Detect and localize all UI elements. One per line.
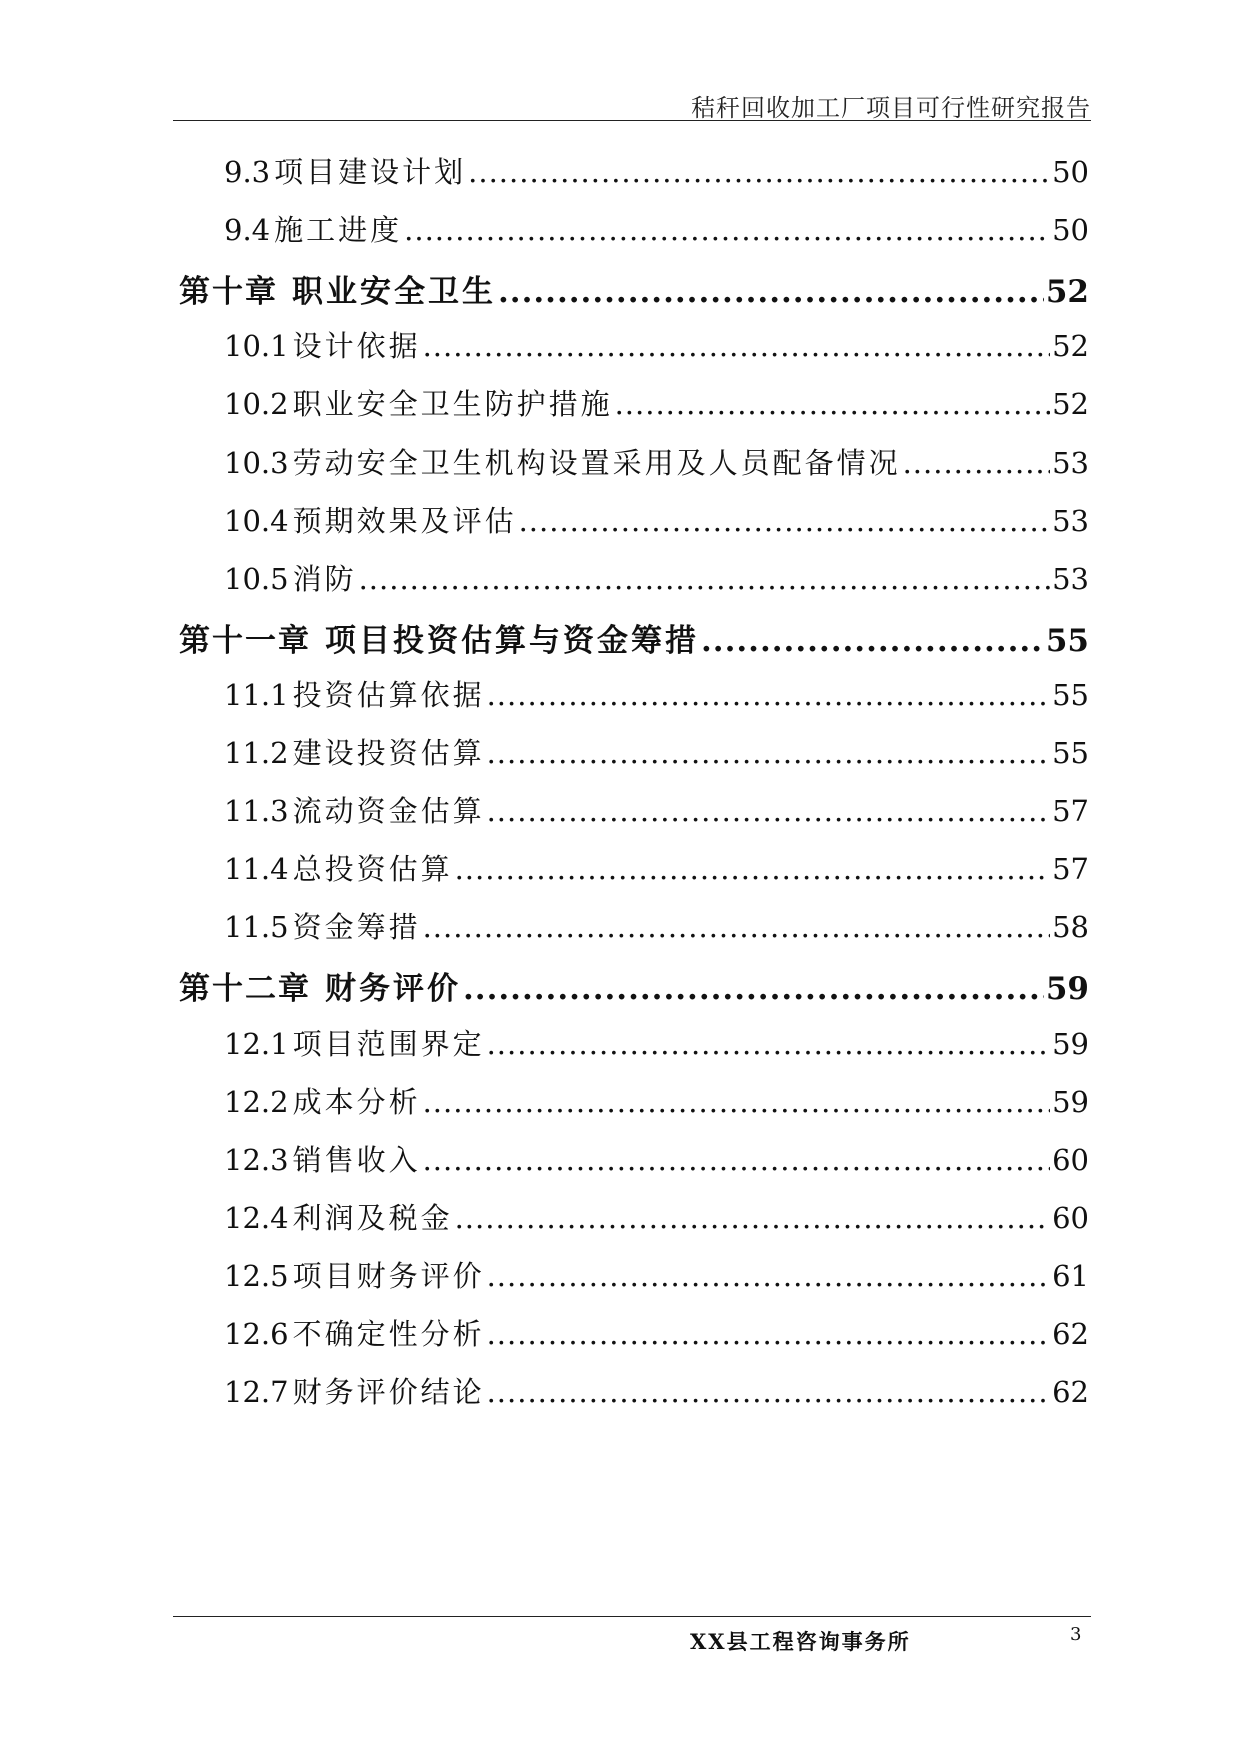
toc-entry-number: 10.3 [224,445,289,480]
toc-dot-leader [423,329,1051,363]
toc-section-entry[interactable] [224,1022,1089,1072]
toc-entry-number: 12.4 [224,1200,289,1235]
toc-chapter-entry[interactable] [179,615,1089,665]
toc-entry-page: 55 [1045,622,1089,659]
toc-entry-number: 12.5 [224,1258,289,1293]
toc-chapter-entry[interactable] [179,963,1089,1013]
toc-entry-page: 53 [1052,503,1089,538]
toc-entry-title: 项目投资估算与资金筹措 [325,622,699,659]
toc-entry-title: 建设投资估算 [292,736,485,770]
toc-section-entry[interactable] [224,847,1089,897]
toc-entry-page: 59 [1045,971,1089,1008]
toc-entry-page: 57 [1052,852,1089,887]
toc-section-entry[interactable] [224,150,1089,200]
footer-rule [173,1616,1091,1617]
toc-entry-number: 12.1 [224,1026,289,1061]
toc-entry-number: 9.4 [224,213,271,248]
toc-entry-title: 资金筹措 [292,910,421,945]
toc-dot-leader [487,1317,1051,1351]
page-number: 3 [1070,1624,1082,1645]
toc-section-entry[interactable] [224,789,1089,839]
toc-chapter-entry[interactable] [179,266,1089,316]
toc-entry-number: 11.1 [224,677,289,712]
toc-entry-page: 52 [1045,274,1089,311]
toc-dot-leader [487,736,1051,770]
toc-entry-title: 不确定性分析 [292,1317,485,1351]
toc-entry-number: 12.6 [224,1317,289,1351]
toc-dot-leader [498,274,1044,310]
toc-section-entry[interactable] [224,1138,1089,1188]
toc-entry-title: 投资估算依据 [292,677,485,712]
header-rule [173,120,1091,121]
toc-section-entry[interactable] [224,1080,1089,1130]
toc-entry-title: 职业安全卫生防护措施 [292,387,613,422]
toc-entry-page: 58 [1052,910,1089,945]
toc-entry-title: 利润及税金 [292,1200,453,1235]
toc-entry-number: 第十二章 [179,971,311,1008]
toc-dot-leader [487,1027,1051,1061]
toc-section-entry[interactable] [224,441,1089,491]
toc-dot-leader [359,562,1051,596]
toc-entry-page: 52 [1052,387,1089,422]
toc-entry-page: 60 [1052,1200,1089,1235]
toc-entry-title: 施工进度 [274,213,403,248]
toc-section-entry[interactable] [224,499,1089,549]
toc-entry-page: 57 [1052,794,1089,829]
toc-entry-title: 财务评价结论 [292,1375,485,1410]
toc-entry-number: 第十章 [179,274,278,311]
toc-entry-number: 10.2 [224,387,289,422]
footer-company: XX县工程咨询事务所 [690,1629,911,1654]
toc-entry-page: 50 [1052,213,1089,248]
toc-dot-leader [423,1143,1051,1177]
toc-entry-title: 总投资估算 [292,852,453,887]
toc-entry-title: 预期效果及评估 [292,503,517,538]
toc-entry-number: 9.3 [224,155,271,189]
toc-entry-title: 成本分析 [292,1084,421,1119]
toc-dot-leader [423,1085,1051,1119]
toc-entry-page: 55 [1052,677,1089,712]
toc-dot-leader [487,1375,1051,1409]
toc-dot-leader [423,910,1051,944]
toc-section-entry[interactable] [224,382,1089,432]
toc-entry-number: 12.3 [224,1142,289,1177]
toc-entry-page: 59 [1052,1084,1089,1119]
toc-entry-title: 项目范围界定 [292,1026,485,1061]
toc-entry-page: 62 [1052,1375,1089,1410]
toc-entry-title: 销售收入 [292,1142,421,1177]
toc-section-entry[interactable] [224,208,1089,258]
toc-entry-number: 11.2 [224,736,289,770]
toc-entry-title: 劳动安全卫生机构设置采用及人员配备情况 [292,445,901,480]
toc-entry-title: 项目建设计划 [274,155,467,189]
toc-entry-number: 12.2 [224,1084,289,1119]
header-title: 秸秆回收加工厂项目可行性研究报告 [691,94,1091,122]
toc-dot-leader [487,794,1051,828]
toc-dot-leader [463,971,1044,1007]
toc-section-entry[interactable] [224,731,1089,781]
toc-dot-leader [468,155,1050,189]
toc-section-entry[interactable] [224,1312,1089,1362]
toc-entry-page: 62 [1052,1317,1089,1351]
toc-entry-page: 50 [1052,155,1089,189]
toc-entry-number: 10.4 [224,503,289,538]
toc-entry-title: 消防 [292,561,357,596]
toc-entry-number: 第十一章 [179,622,311,659]
toc-dot-leader [487,1259,1051,1293]
toc-entry-number: 11.3 [224,794,289,829]
toc-entry-title: 财务评价 [325,971,461,1008]
toc-section-entry[interactable] [224,905,1089,955]
toc-entry-page: 53 [1052,445,1089,480]
toc-entry-page: 61 [1052,1258,1089,1293]
toc-section-entry[interactable] [224,324,1089,374]
toc-entry-title: 流动资金估算 [292,794,485,829]
toc-section-entry[interactable] [224,1254,1089,1304]
toc-dot-leader [455,1201,1051,1235]
toc-entry-title: 项目财务评价 [292,1258,485,1293]
toc-entry-number: 12.7 [224,1375,289,1410]
toc-entry-number: 11.5 [224,910,289,945]
toc-dot-leader [615,387,1051,421]
toc-entry-page: 53 [1052,561,1089,596]
toc-entry-page: 59 [1052,1026,1089,1061]
toc-entry-page: 60 [1052,1142,1089,1177]
toc-entry-number: 10.1 [224,329,289,364]
toc-section-entry[interactable] [224,1196,1089,1246]
toc-dot-leader [455,852,1051,886]
toc-dot-leader [701,623,1044,659]
toc-entry-title: 设计依据 [292,329,421,364]
toc-dot-leader [404,213,1050,247]
toc-dot-leader [519,504,1051,538]
toc-dot-leader [903,446,1051,480]
toc-section-entry[interactable] [224,1370,1089,1420]
toc-section-entry[interactable] [224,557,1089,607]
toc-section-entry[interactable] [224,673,1089,723]
toc-entry-title: 职业安全卫生 [292,274,496,311]
toc-entry-page: 52 [1052,329,1089,364]
toc-dot-leader [487,678,1051,712]
toc-entry-page: 55 [1052,736,1089,770]
toc-entry-number: 10.5 [224,561,289,596]
toc-entry-number: 11.4 [224,852,289,887]
